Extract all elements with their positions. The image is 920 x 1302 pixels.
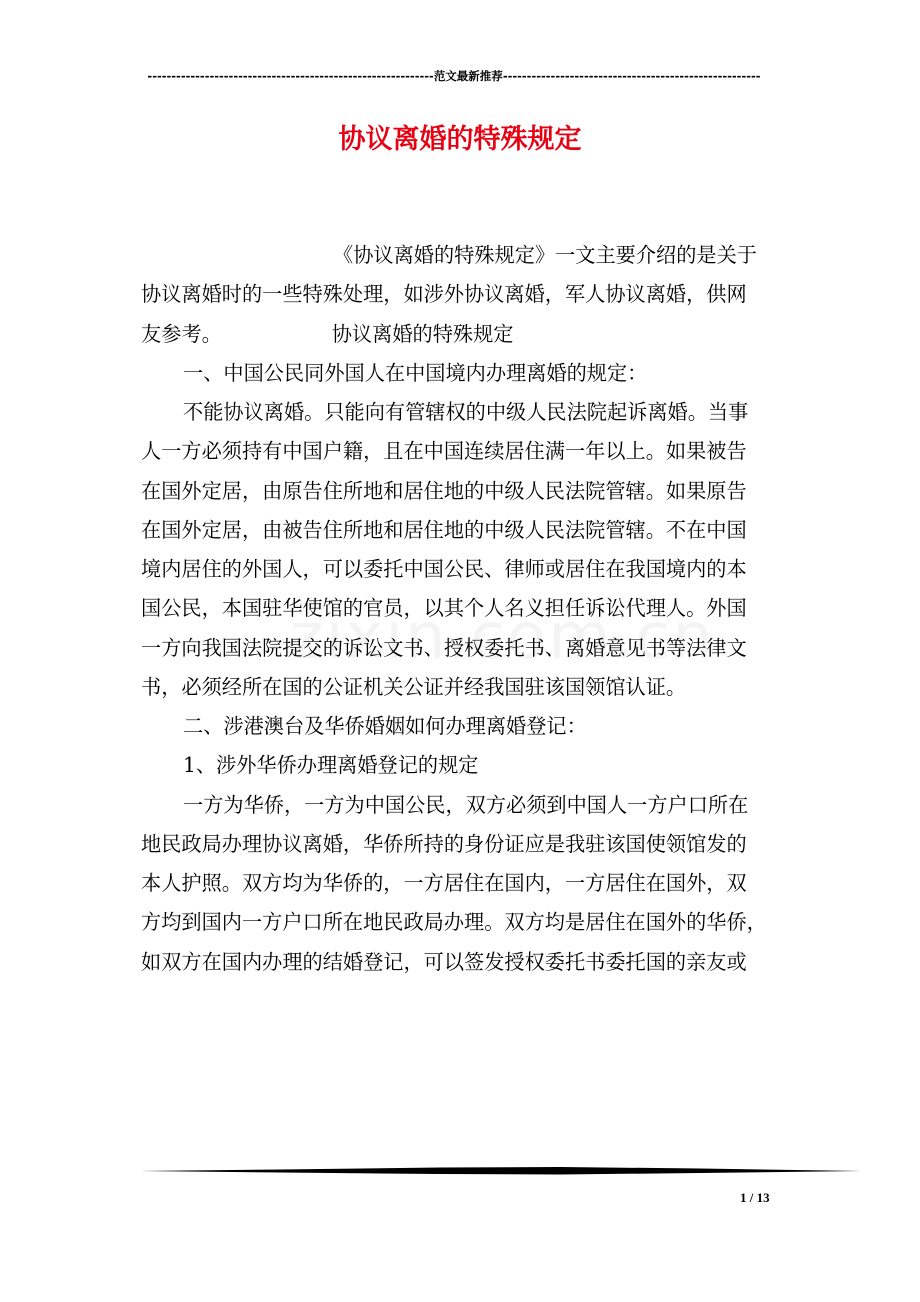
intro-line: 友参考。 协议离婚的特殊规定 <box>141 321 514 346</box>
paragraph-line: 在国外定居，由被告住所地和居住地的中级人民法院管辖。不在中国 <box>141 517 747 542</box>
intro-line: 协议离婚时的一些特殊处理，如涉外协议离婚，军人协议离婚，供网 <box>141 282 747 307</box>
paragraph-line: 一方向我国法院提交的诉讼文书、授权委托书、离婚意见书等法律文 <box>141 635 747 660</box>
paragraph-line: 本人护照。双方均为华侨的，一方居住在国内，一方居住在国外，双 <box>141 871 747 895</box>
header-right-dashes: ------------------------------------------------------ <box>502 69 761 83</box>
paragraph-line: 如双方在国内办理的结婚登记，可以签发授权委托书委托国的亲友或 <box>141 949 747 974</box>
paragraph-line: 在国外定居，由原告住所地和居住地的中级人民法院管辖。如果原告 <box>141 478 747 503</box>
paragraph-line: 书，必须经所在国的公证机关公证并经我国驻该国领馆认证。 <box>141 674 687 699</box>
subsection-heading: 1、涉外华侨办理离婚登记的规定 <box>183 753 479 778</box>
intro-line: 《协议离婚的特殊规定》一文主要介绍的是关于 <box>333 243 757 267</box>
document-body <box>141 236 789 982</box>
header-left-dashes: ------------------------------------------------------------ <box>147 69 434 83</box>
paragraph-line: 不能协议离婚。只能向有管辖权的中级人民法院起诉离婚。当事 <box>183 400 749 424</box>
paragraph-line: 境内居住的外国人，可以委托中国公民、律师或居住在我国境内的本 <box>141 557 747 581</box>
paragraph-line: 国公民，本国驻华使馆的官员，以其个人名义担任诉讼代理人。外国 <box>141 596 747 621</box>
paragraph-line: 方均到国内一方户口所在地民政局办理。双方均是居住在国外的华侨， <box>141 910 767 935</box>
paragraph-line: 人一方必须持有中国户籍，且在中国连续居住满一年以上。如果被告 <box>141 439 747 464</box>
footer-rule <box>140 1165 862 1177</box>
section-heading: 一、中国公民同外国人在中国境内办理离婚的规定： <box>183 360 648 385</box>
document-title: 协议离婚的特殊规定 <box>338 124 582 155</box>
paragraph-line: 地民政局办理协议离婚，华侨所持的身份证应是我驻该国使领馆发的 <box>141 831 747 856</box>
paragraph-line: 一方为华侨，一方为中国公民，双方必须到中国人一方户口所在 <box>183 792 749 817</box>
page-header <box>140 68 768 84</box>
section-heading: 二、涉港澳台及华侨婚姻如何办理离婚登记： <box>183 714 587 738</box>
header-label: 范文最新推荐 <box>433 69 503 83</box>
page-number: 1 / 13 <box>740 1190 770 1205</box>
